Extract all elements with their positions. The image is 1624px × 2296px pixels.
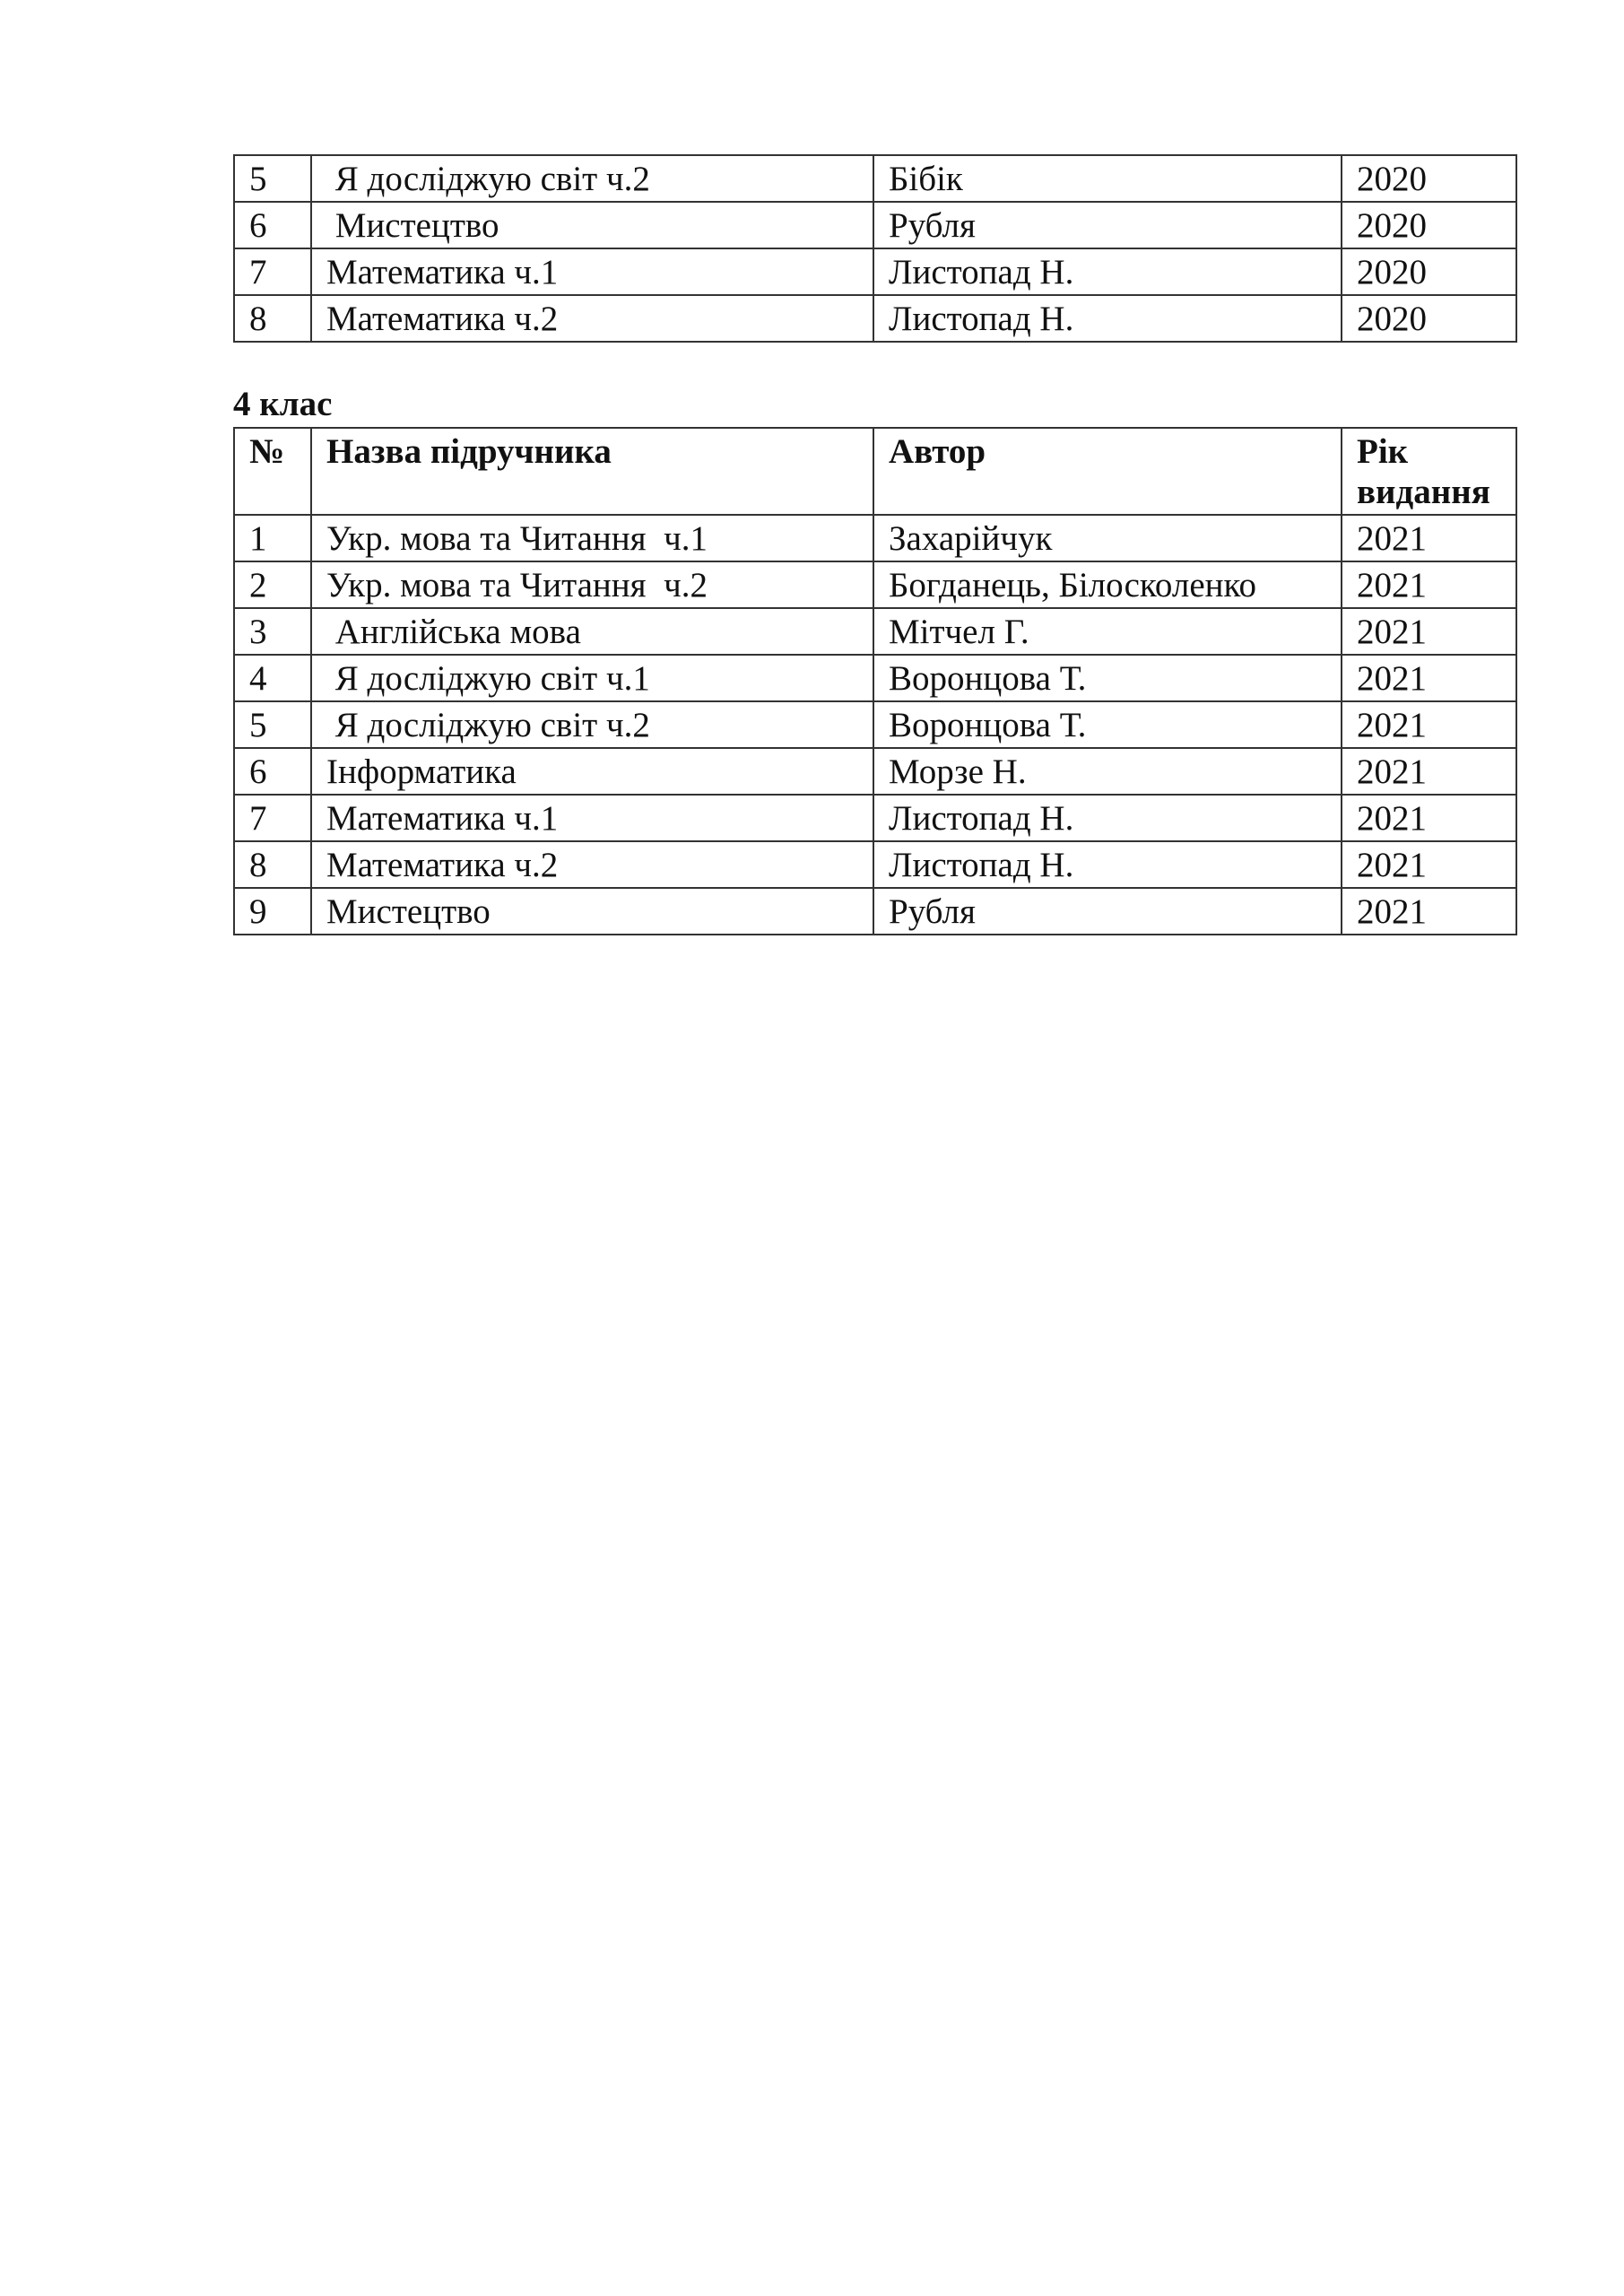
textbook-author: Бібік: [873, 155, 1342, 202]
textbook-author: Листопад Н.: [873, 795, 1342, 841]
publication-year: 2020: [1342, 248, 1516, 295]
textbook-title: Я досліджую світ ч.2: [311, 701, 873, 748]
textbook-author: Рубля: [873, 202, 1342, 248]
textbook-author: Богданець, Білосколенко: [873, 561, 1342, 608]
publication-year: 2020: [1342, 295, 1516, 342]
textbook-author: Морзе Н.: [873, 748, 1342, 795]
table-row: [234, 841, 1516, 888]
header-title: Назва підручника: [311, 428, 873, 515]
publication-year: 2020: [1342, 155, 1516, 202]
header-number: №: [234, 428, 311, 515]
previous-grade-textbook-table: [233, 154, 1517, 343]
table-row: [234, 748, 1516, 795]
publication-year: 2021: [1342, 608, 1516, 655]
textbook-author: Захарійчук: [873, 515, 1342, 561]
textbook-title: Я досліджую світ ч.2: [311, 155, 873, 202]
table-row: [234, 701, 1516, 748]
table-header-row: [234, 428, 1516, 515]
textbook-title: Мистецтво: [311, 888, 873, 935]
row-number: 5: [234, 701, 311, 748]
textbook-author: Листопад Н.: [873, 295, 1342, 342]
publication-year: 2021: [1342, 515, 1516, 561]
publication-year: 2021: [1342, 795, 1516, 841]
publication-year: 2021: [1342, 701, 1516, 748]
table-row: [234, 515, 1516, 561]
row-number: 5: [234, 155, 311, 202]
table-row: [234, 202, 1516, 248]
grade-4-heading: 4 клас: [233, 385, 333, 423]
textbook-title: Інформатика: [311, 748, 873, 795]
row-number: 7: [234, 248, 311, 295]
textbook-author: Мітчел Г.: [873, 608, 1342, 655]
table-row: [234, 295, 1516, 342]
publication-year: 2021: [1342, 888, 1516, 935]
row-number: 7: [234, 795, 311, 841]
row-number: 1: [234, 515, 311, 561]
textbook-author: Рубля: [873, 888, 1342, 935]
textbook-title: Математика ч.2: [311, 841, 873, 888]
publication-year: 2021: [1342, 748, 1516, 795]
table-row: [234, 655, 1516, 701]
row-number: 8: [234, 295, 311, 342]
table-row: [234, 248, 1516, 295]
textbook-title: Англійська мова: [311, 608, 873, 655]
table-row: [234, 155, 1516, 202]
textbook-author: Воронцова Т.: [873, 655, 1342, 701]
row-number: 6: [234, 748, 311, 795]
textbook-title: Математика ч.2: [311, 295, 873, 342]
row-number: 9: [234, 888, 311, 935]
grade-4-textbook-table: [233, 427, 1517, 935]
textbook-author: Листопад Н.: [873, 248, 1342, 295]
row-number: 8: [234, 841, 311, 888]
publication-year: 2021: [1342, 841, 1516, 888]
row-number: 2: [234, 561, 311, 608]
row-number: 4: [234, 655, 311, 701]
publication-year: 2021: [1342, 561, 1516, 608]
textbook-title: Укр. мова та Читання ч.2: [311, 561, 873, 608]
header-author: Автор: [873, 428, 1342, 515]
publication-year: 2020: [1342, 202, 1516, 248]
table-row: [234, 608, 1516, 655]
table-row: [234, 795, 1516, 841]
textbook-title: Укр. мова та Читання ч.1: [311, 515, 873, 561]
table-row: [234, 561, 1516, 608]
header-year: Рік видання: [1342, 428, 1516, 515]
textbook-author: Листопад Н.: [873, 841, 1342, 888]
row-number: 3: [234, 608, 311, 655]
textbook-title: Математика ч.1: [311, 795, 873, 841]
textbook-title: Математика ч.1: [311, 248, 873, 295]
row-number: 6: [234, 202, 311, 248]
table-row: [234, 888, 1516, 935]
publication-year: 2021: [1342, 655, 1516, 701]
textbook-author: Воронцова Т.: [873, 701, 1342, 748]
textbook-title: Я досліджую світ ч.1: [311, 655, 873, 701]
textbook-title: Мистецтво: [311, 202, 873, 248]
